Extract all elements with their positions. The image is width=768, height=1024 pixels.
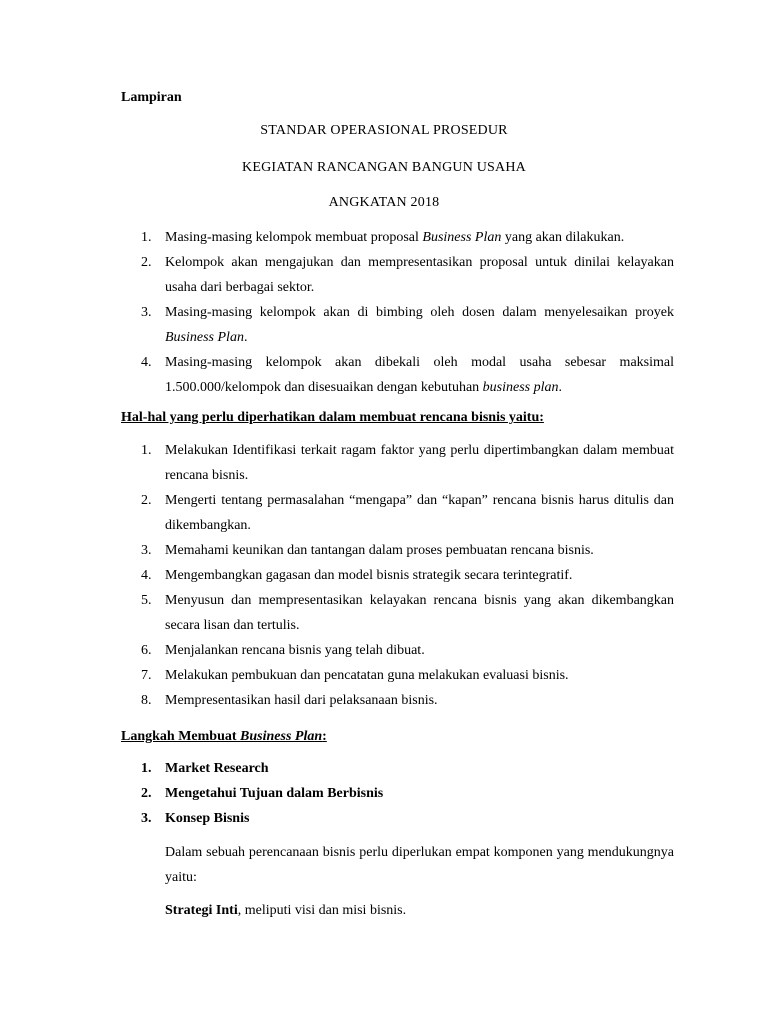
list-text: Memahami keunikan dan tantangan dalam proses pembuatan rencana bisnis. [165,543,594,558]
list-text: Menjalankan rencana bisnis yang telah dibuat. [165,643,425,658]
list-text: Mengetahui Tujuan dalam Berbisnis [165,786,384,801]
appendix-label: Lampiran [121,90,182,105]
procedure-list [121,225,674,400]
steps-list [121,756,674,831]
list-number: 8. [141,693,152,708]
list-number: 1. [141,230,152,245]
list-text: Mengembangkan gagasan dan model bisnis strategik secara terintegratif. [165,568,573,583]
list-text: Mempresentasikan hasil dari pelaksanaan bisnis. [165,693,438,708]
title-line-1: STANDAR OPERASIONAL PROSEDUR [260,123,508,138]
list-item [121,488,674,538]
list-number: 4. [141,568,152,583]
list-item [121,756,674,781]
list-number: 3. [141,305,152,320]
section-heading-considerations: Hal-hal yang perlu diperhatikan dalam membuat rencana bisnis yaitu: [121,410,544,425]
list-text: Konsep Bisnis [165,811,250,826]
list-item [121,350,674,400]
list-item [121,250,674,300]
list-text: Kelompok akan mengajukan dan mempresentasikan proposal untuk dinilai kelayakan usaha dari berbagai sektor. [165,255,674,295]
section-heading-steps [121,724,327,749]
heading-text-italic: Business Plan [240,729,323,744]
list-text: yang akan dilakukan. [501,230,625,245]
list-item [121,300,674,350]
list-text-italic: Business Plan [165,330,244,345]
list-text: Menyusun dan mempresentasikan kelayakan rencana bisnis yang akan dikembangkan secara lisan dan tertulis. [165,593,674,633]
paragraph-bold: Strategi Inti [165,903,238,918]
list-item [121,638,674,663]
list-number: 7. [141,668,152,683]
list-text: Melakukan pembukuan dan pencatatan guna melakukan evaluasi bisnis. [165,668,569,683]
list-text: Melakukan Identifikasi terkait ragam faktor yang perlu dipertimbangkan dalam membuat rencana bisnis. [165,443,674,483]
heading-text: : [322,729,327,744]
list-item [121,781,674,806]
list-item [121,663,674,688]
list-number: 1. [141,761,152,776]
considerations-list [121,438,674,713]
list-item [121,806,674,831]
title-line-2: KEGIATAN RANCANGAN BANGUN USAHA [242,160,526,175]
list-text-italic: Business Plan [422,230,502,245]
list-text: Mengerti tentang permasalahan “mengapa” dan “kapan” rencana bisnis harus ditulis dan dikembangkan. [165,493,674,533]
list-text: . [558,380,563,395]
list-text: Masing-masing kelompok akan di bimbing oleh dosen dalam menyelesaikan proyek [165,305,674,320]
list-text: . [243,330,248,345]
list-item [121,688,674,713]
title-line-3: ANGKATAN 2018 [328,195,440,210]
list-number: 5. [141,593,152,608]
list-number: 2. [141,493,152,508]
list-text: Masing-masing kelompok akan dibekali oleh modal usaha sebesar maksimal 1.500.000/kelompok dan disesuaikan dengan kebutuhan [165,355,674,395]
list-item [121,563,674,588]
list-number: 2. [141,255,152,270]
list-item [121,538,674,563]
list-number: 6. [141,643,152,658]
list-item [121,438,674,488]
heading-text: Langkah Membuat [121,729,241,744]
list-number: 3. [141,811,152,826]
list-text: Masing-masing kelompok membuat proposal [165,230,423,245]
paragraph-core-strategy [165,898,674,923]
paragraph-text: , meliputi visi dan misi bisnis. [237,903,407,918]
list-number: 1. [141,443,152,458]
list-text: Market Research [165,761,269,776]
paragraph-components: Dalam sebuah perencanaan bisnis perlu diperlukan empat komponen yang mendukungnya yaitu: [165,845,674,885]
list-number: 2. [141,786,152,801]
list-number: 4. [141,355,152,370]
list-item [121,225,674,250]
list-item [121,588,674,638]
list-text-italic: business plan [482,380,559,395]
list-number: 3. [141,543,152,558]
